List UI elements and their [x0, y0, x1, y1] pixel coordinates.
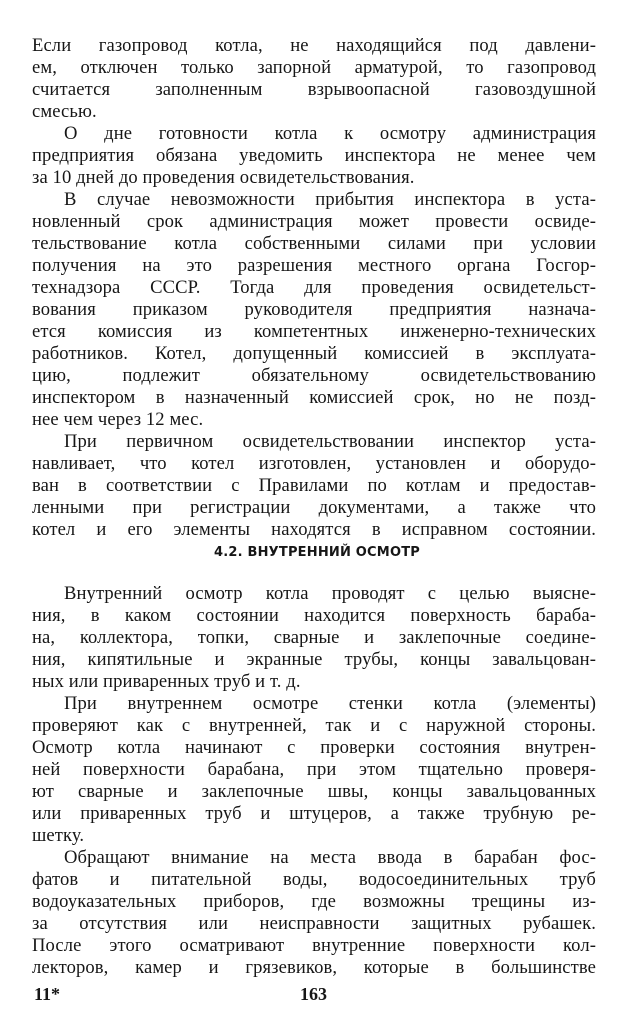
- text-line: ния, кипятильные и экранные трубы, концы завальцован-: [32, 649, 596, 670]
- page-number: 163: [300, 984, 327, 1004]
- text-line: фатов и питательной воды, водосоединительных труб: [32, 869, 596, 890]
- section-heading: 4.2. ВНУТРЕННИЙ ОСМОТР: [213, 545, 420, 560]
- paragraph-first-line: В случае невозможности прибытия инспектора в уста-: [64, 189, 596, 210]
- text-line: новленный срок администрация может провести освиде-: [32, 211, 596, 232]
- text-line: Если газопровод котла, не находящийся под давлени-: [32, 35, 596, 56]
- paragraph-first-line: Обращают внимание на места ввода в барабан фос-: [64, 847, 596, 868]
- text-line: работников. Котел, допущенный комиссией в эксплуата-: [32, 343, 596, 364]
- text-line: лекторов, камер и грязевиков, которые в большинстве: [32, 957, 596, 978]
- text-line: навливает, что котел изготовлен, установлен и оборудо-: [32, 453, 596, 474]
- text-line: ленными при регистрации документами, а также что: [32, 497, 596, 518]
- signature-mark: 11*: [34, 984, 61, 1004]
- text-line: водоуказательных приборов, где возможны трещины из-: [32, 891, 596, 912]
- text-line: технадзора СССР. Тогда для проведения освидетельст-: [32, 277, 596, 298]
- text-line: шетку.: [32, 825, 85, 846]
- text-line: за отсутствия или неисправности защитных рубашек.: [32, 913, 596, 934]
- text-line: Осмотр котла начинают с проверки состояния внутрен-: [32, 737, 596, 758]
- paragraph-first-line: Внутренний осмотр котла проводят с целью выясне-: [64, 583, 596, 604]
- text-line: ней поверхности барабана, при этом тщательно проверя-: [32, 759, 596, 780]
- text-line: на, коллектора, топки, сварные и заклепочные соедине-: [32, 627, 596, 648]
- text-line: предприятия обязана уведомить инспектора не менее чем: [32, 145, 596, 166]
- text-line: за 10 дней до проведения освидетельствования.: [32, 167, 415, 188]
- text-line: вования приказом руководителя предприятия назнача-: [32, 299, 596, 320]
- text-line: ется комиссия из компетентных инженерно-технических: [32, 321, 596, 342]
- text-line: ния, в каком состоянии находится поверхность бараба-: [32, 605, 596, 626]
- text-line: или приваренных труб и штуцеров, а также трубную ре-: [32, 803, 596, 824]
- text-line: котел и его элементы находятся в исправном состоянии.: [32, 519, 596, 540]
- text-line: ных или приваренных труб и т. д.: [32, 671, 301, 692]
- text-line: нее чем через 12 мес.: [32, 409, 204, 430]
- text-line: После этого осматривают внутренние поверхности кол-: [32, 935, 596, 956]
- paragraph-first-line: При первичном освидетельствовании инспектор уста-: [64, 431, 596, 452]
- text-line: ван в соответствии с Правилами по котлам и предостав-: [32, 475, 596, 496]
- paragraph-first-line: При внутреннем осмотре стенки котла (элементы): [64, 693, 596, 714]
- text-line: получения на это разрешения местного органа Госгор-: [32, 255, 596, 276]
- text-line: проверяют как с внутренней, так и с наружной стороны.: [32, 715, 596, 736]
- text-line: считается заполненным взрывоопасной газовоздушной: [32, 79, 596, 100]
- text-line: смесью.: [32, 101, 97, 122]
- text-line: тельствование котла собственными силами при условии: [32, 233, 596, 254]
- paragraph-first-line: О дне готовности котла к осмотру администрация: [64, 123, 596, 144]
- text-line: цию, подлежит обязательному освидетельствованию: [32, 365, 596, 386]
- text-line: ют сварные и заклепочные швы, концы завальцованных: [32, 781, 596, 802]
- text-line: ем, отключен только запорной арматурой, то газопровод: [32, 57, 596, 78]
- text-line: инспектором в назначенный комиссией срок, но не позд-: [32, 387, 596, 408]
